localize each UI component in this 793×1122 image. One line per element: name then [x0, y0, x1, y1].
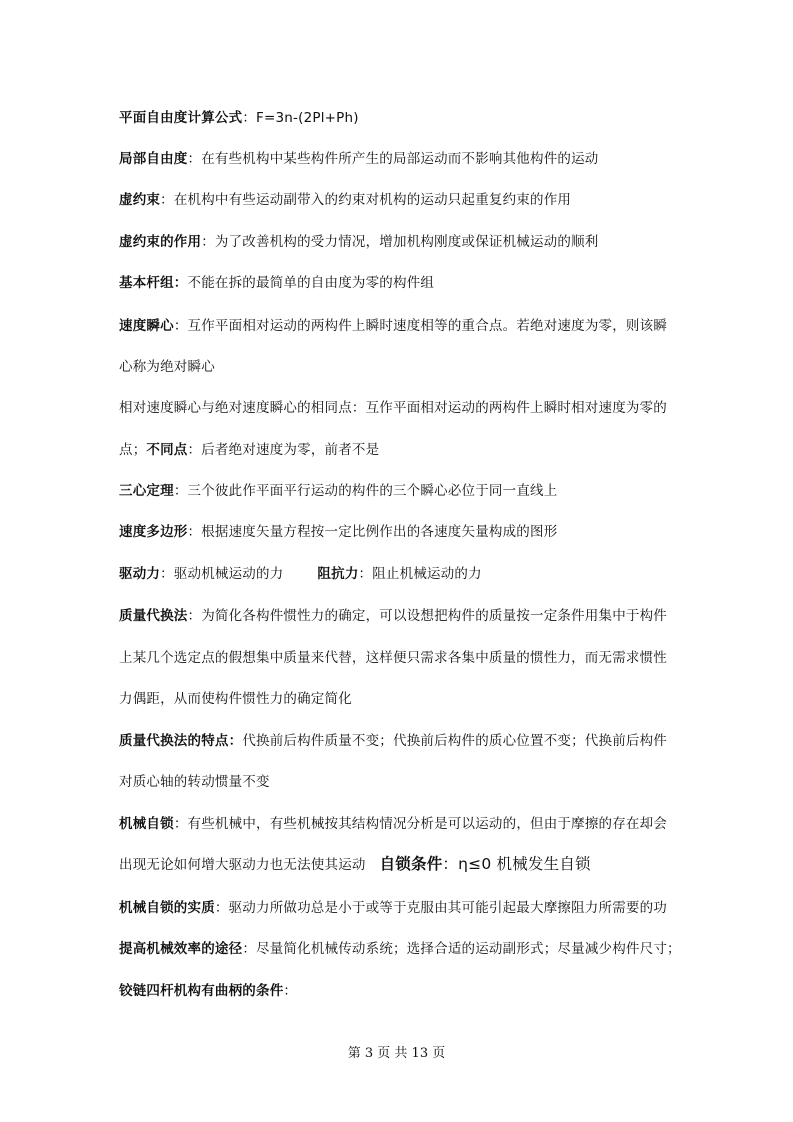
separator: ： — [160, 192, 174, 208]
term: 虚约束 — [119, 192, 161, 208]
separator: ： — [214, 900, 229, 916]
definition: ：阻止机械运动的力 — [358, 566, 482, 582]
definition: 尽量简化机械传动系统；选择合适的运动副形式；尽量减少构件尺寸； — [256, 941, 681, 957]
definition: 三个彼此作平面平行运动的构件的三个瞬心必位于同一直线上 — [187, 483, 558, 499]
separator: ： — [173, 816, 188, 832]
paragraph-line — [119, 149, 683, 169]
separator: ： — [201, 234, 215, 250]
page-number-footer: 第 3 页 共 13 页 — [347, 1046, 446, 1061]
paragraph-line — [119, 440, 683, 460]
term: 平面自由度计算公式 — [119, 110, 243, 126]
definition: 为简化各构件惯性力的确定，可以设想把构件的质量按一定条件用集中于构件 — [201, 608, 668, 624]
paragraph-line — [119, 898, 683, 918]
paragraph-line — [119, 481, 683, 501]
term: 局部自由度 — [119, 151, 188, 167]
paragraph-line — [119, 232, 683, 252]
term: 三心定理 — [119, 483, 174, 499]
definition: 为了改善机构的受力情况，增加机构刚度或保证机械运动的顺利 — [214, 234, 599, 250]
definition: 在机构中有些运动副带入的约束对机构的运动只起重复约束的作用 — [173, 192, 572, 208]
paragraph-line — [119, 731, 683, 751]
paragraph-line — [119, 564, 683, 584]
paragraph-line — [119, 939, 683, 959]
paragraph-line — [119, 398, 683, 418]
term: 质量代换法的特点： — [119, 733, 243, 749]
term: 驱动力 — [119, 566, 161, 582]
paragraph-line — [119, 981, 683, 1001]
paragraph-line — [119, 316, 683, 336]
separator: ： — [173, 483, 188, 499]
definition: 驱动力所做功总是小于或等于克服由其可能引起最大摩擦阻力所需要的功 — [228, 900, 668, 916]
paragraph-line — [119, 606, 683, 626]
term: 质量代换法 — [119, 608, 188, 624]
paragraph-line — [119, 772, 683, 792]
separator: ： — [160, 566, 174, 582]
term: 机械自锁的实质 — [119, 900, 215, 916]
separator: ： — [242, 110, 257, 126]
term: 铰链四杆机构有曲柄的条件 — [119, 983, 284, 999]
term: 提高机械效率的途径 — [119, 941, 243, 957]
separator: ： — [242, 941, 257, 957]
definition: 互作平面相对运动的两构件上瞬时速度相等的重合点。若绝对速度为零，则该瞬 — [187, 318, 668, 334]
definition: 力偶距，从而使构件惯性力的确定简化 — [119, 691, 352, 707]
definition: ：后者绝对速度为零，前者不是 — [187, 442, 380, 458]
term: 虚约束的作用 — [119, 234, 202, 250]
separator: ： — [187, 151, 202, 167]
definition: 有些机械中，有些机械按其结构情况分析是可以运动的，但由于摩擦的存在却会 — [187, 816, 668, 832]
paragraph-line — [119, 273, 683, 293]
term: 阻抗力 — [317, 566, 359, 582]
paragraph-line — [119, 814, 683, 834]
definition: F=3n-(2Pl+Ph) — [256, 110, 359, 126]
formula-line — [119, 108, 683, 128]
term: 自锁条件 — [379, 855, 443, 873]
paragraph-line — [119, 190, 683, 210]
definition: 相对速度瞬心与绝对速度瞬心的相同点：互作平面相对运动的两构件上瞬时相对速度为零的 — [119, 400, 667, 416]
definition: 上某几个选定点的假想集中质量来代替，这样便只需求各集中质量的惯性力，而无需求惯性 — [119, 650, 667, 666]
separator: ： — [187, 608, 202, 624]
definition: 根据速度矢量方程按一定比例作出的各速度矢量构成的图形 — [201, 524, 558, 540]
definition: 不能在拆的最简单的自由度为零的构件组 — [187, 275, 435, 291]
definition: 代换前后构件质量不变；代换前后构件的质心位置不变；代换前后构件 — [242, 733, 668, 749]
term: 速度多边形 — [119, 524, 188, 540]
definition: 驱动机械运动的力 — [173, 566, 284, 582]
term: 不同点 — [146, 442, 188, 458]
term: 速度瞬心 — [119, 318, 174, 334]
definition: 出现无论如何增大驱动力也无法使其运动 — [119, 857, 366, 873]
paragraph-line — [119, 854, 683, 875]
term: 基本杆组： — [119, 275, 188, 291]
paragraph-line — [119, 648, 683, 668]
separator: ： — [187, 524, 202, 540]
definition: 对质心轴的转动惯量不变 — [119, 774, 270, 790]
paragraph-line — [119, 522, 683, 542]
paragraph-line — [119, 357, 683, 377]
term: 机械自锁 — [119, 816, 174, 832]
definition: 在有些机构中某些构件所产生的局部运动而不影响其他构件的运动 — [201, 151, 599, 167]
definition: ：η≤0 机械发生自锁 — [442, 855, 591, 873]
definition: 点； — [119, 442, 147, 458]
paragraph-line — [119, 689, 683, 709]
separator: ： — [173, 318, 188, 334]
definition: 心称为绝对瞬心 — [119, 359, 215, 375]
separator: ： — [283, 983, 298, 999]
